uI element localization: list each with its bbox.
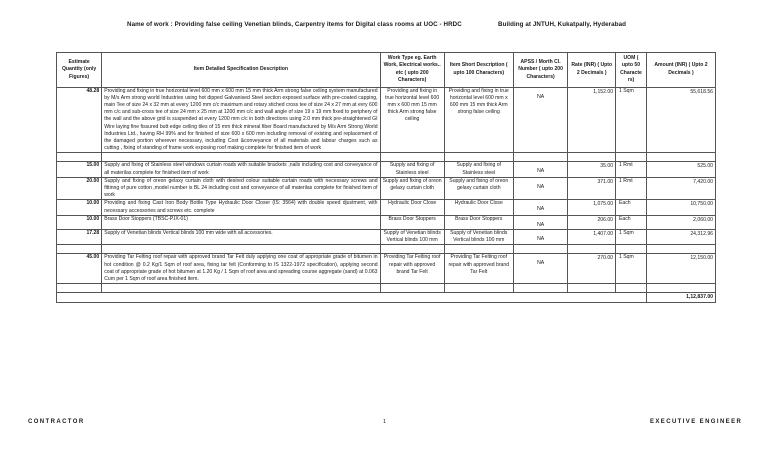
cell-uom: 1 Rmt [616,162,647,177]
spacer-row [57,245,716,254]
cell-qty: 48.28 [57,87,102,153]
work-name: Name of work : Providing false ceiling Venetian blinds, Carpentry items for Digital class rooms at UOC - HRDC [127,21,462,28]
contractor-label: CONTRACTOR [28,419,85,425]
page-number: 1 [383,419,387,425]
cell-amount: 525.00 [646,162,715,177]
cell-uom: Each [616,215,647,229]
cell-short: Providing and fixing in true horizontal level 600 mm x 600 mm 15 mm thick Arm strong false ceiling [444,87,513,153]
cell-rate: 1,152.00 [568,87,616,153]
cell-uom: Each [616,200,647,215]
cell-apss: NA [513,215,568,229]
cell-apss: NA [513,177,568,200]
cell-work-type: Brass Door Stoppers [380,215,444,229]
cell-rate: 371.00 [568,177,616,200]
cell-desc: Providing and fixing in true horizontal level 600 mm x 600 mm 15 mm thick Arm strong false ceiling system manufactured by M/s Arm strong world Industries using hot dipped Galvanised Steel section exposed surface with pre-coated capping, main Tee of size 24 x 32 mm at every 1200 mm c/c maximum and rotary stiched cross tee of size 24 x 27 mm at evry 600 mm c/c and sub-cross tee of size 24 mm x 25 mm at 1200 mm c/c and wall angle of size 19 x 19 mm fixed to periphery of the wall and the above grid is suspended at every 1200 mm c/c in both directions using 2.0 mm thick pre-straightened GI Wire laying fine fissured butt edge ceiling tiles of 15 mm thick mineral fiber Board manufactured by M/s Arm Strong World Industries Ltd., having RH 99% and for finished of size 600 x 600 mm including removal of existing and replacement of the damaged portion wherever necessary, including Cost &conveyance of all materials and labour charges such as cutting , fixing of standing of frame work exposing roof making complete for finished item of work [102,87,380,153]
cell-apss: NA [513,200,568,215]
cell-qty: 20.00 [57,177,102,200]
cell-uom: 1 Rmt [616,177,647,200]
cell-qty: 10.00 [57,200,102,215]
table-row [57,230,716,245]
cell-amount: 55,618.56 [646,87,715,153]
grand-total: 1,12,837.00 [646,293,715,303]
cell-qty: 45.00 [57,254,102,284]
cell-work-type: Hydraulic Door Close [380,200,444,215]
table-row [57,87,716,153]
col-header-rate: Rate (INR) ( Upto 2 Decimals ) [568,53,616,88]
cell-short: Providing Tar Felting roof repair with approved brand Tar Felt [444,254,513,284]
cell-short: Supply and fixing of Stainless steel [444,162,513,177]
cell-short: Supply of Venetian blinds Vertical blinds 100 mm [444,230,513,245]
table-row [57,200,716,215]
cell-work-type: Supply and fixing of oreon gelaxy curtain cloth [380,177,444,200]
table-row [57,177,716,200]
spacer-row [57,284,716,293]
cell-uom: 1 Sqm [616,87,647,153]
cell-short: Hydraulic Door Close [444,200,513,215]
cell-desc: Supply and fixing of oreon gelaxy curtain cloth with desired colour suitable curtain roads with necessary screws and fittinng of pure cotton ,model number is BL 24 including cost and conveyance of all materilas complete for finished item of work [102,177,380,200]
cell-apss: NA [513,162,568,177]
spacer-row [57,153,716,162]
cell-apss: NA [513,87,568,153]
cell-rate: 206.00 [568,215,616,229]
cell-desc: Supply of Venetian blinds Vertical blinds 100 mm wide with all accessories. [102,230,380,245]
cell-rate: 1,407.00 [568,230,616,245]
cell-desc: Brass Door Stoppers (TBSC-P.IX-01) [102,215,380,229]
table-row [57,162,716,177]
cell-amount: 2,060.00 [646,215,715,229]
executive-engineer-label: EXECUTIVE ENGINEER [650,419,743,425]
cell-work-type: Supply and fixing of Stainless steel [380,162,444,177]
cell-rate: 1,075.00 [568,200,616,215]
cell-qty: 10.00 [57,215,102,229]
header-row [57,53,716,88]
cell-short: Supply and fixing of oreon gelaxy curtain cloth [444,177,513,200]
col-header-amount: Amount (INR) ( Upto 2 Decimals ) [646,53,715,88]
cell-apss: NA [513,254,568,284]
cell-qty: 15.00 [57,162,102,177]
col-header-work-type: Work Type eg. Earth Work, Electrical works.. etc ( upto 200 Characters) [380,53,444,88]
col-header-apss: APSS / Morth Cl. Number ( upto 200 Characters) [513,53,568,88]
cell-amount: 12,150.00 [646,254,715,284]
work-location: Building at JNTUH, Kukatpally, Hyderabad [498,21,626,28]
cell-rate: 270.00 [568,254,616,284]
cell-short: Brass Door Stoppers [444,215,513,229]
cell-amount: 10,750.00 [646,200,715,215]
cell-desc: Providing and fixing Cast Iron Body Bottle Type Hydraulic Door Closer (IS: 3564) with double speed djustment, with necessary accessories and screws etc. complete [102,200,380,215]
cell-rate: 35.00 [568,162,616,177]
cell-desc: Supply and fixing of Stainless steel windows curtain roads with suitable brackets ,nails including cost and conveyance of all materilas complete for finished item of work [102,162,380,177]
cell-amount: 7,420.00 [646,177,715,200]
cell-qty: 17.28 [57,230,102,245]
cell-apss: NA [513,230,568,245]
cell-uom: 1 Sqm [616,230,647,245]
cell-work-type: Providing and fixing in true horizontal level 600 mm x 600 mm 15 mm thick Arm strong false ceiling [380,87,444,153]
cell-work-type: Providing Tar Felting roof repair with approved brand Tar Felt [380,254,444,284]
cell-uom: 1 Sqm [616,254,647,284]
col-header-short: Item Short Description ( upto 100 Characters) [444,53,513,88]
total-row [57,293,716,303]
cell-amount: 24,312.96 [646,230,715,245]
table-row [57,254,716,284]
col-header-desc: Item Detailed Specification Description [102,53,380,88]
cell-desc: Providing Tar Felting roof repair with approved brand Tar Felt duly applying one coat of appropriate grade of bitumen in hot condition @ 0.2 Kg/1 Sqm of roof area, fixing tar felt (Conforming to IS 1322-1972 specification), applying second coat of appropriate grade of hot bitumen at 1.20 Kg / 1 Sqm of roof area and spreading course aggregate (sand) at 0.063 Cum per 1 Sqm of roof area finished item. [102,254,380,284]
col-header-uom: UOM ( upto 50 Characte rs) [616,53,647,88]
table-row [57,215,716,229]
col-header-qty: Estimate Quantity (only Figures) [57,53,102,88]
estimate-table [56,52,716,303]
cell-work-type: Supply of Venetian blinds Vertical blinds 100 mm [380,230,444,245]
